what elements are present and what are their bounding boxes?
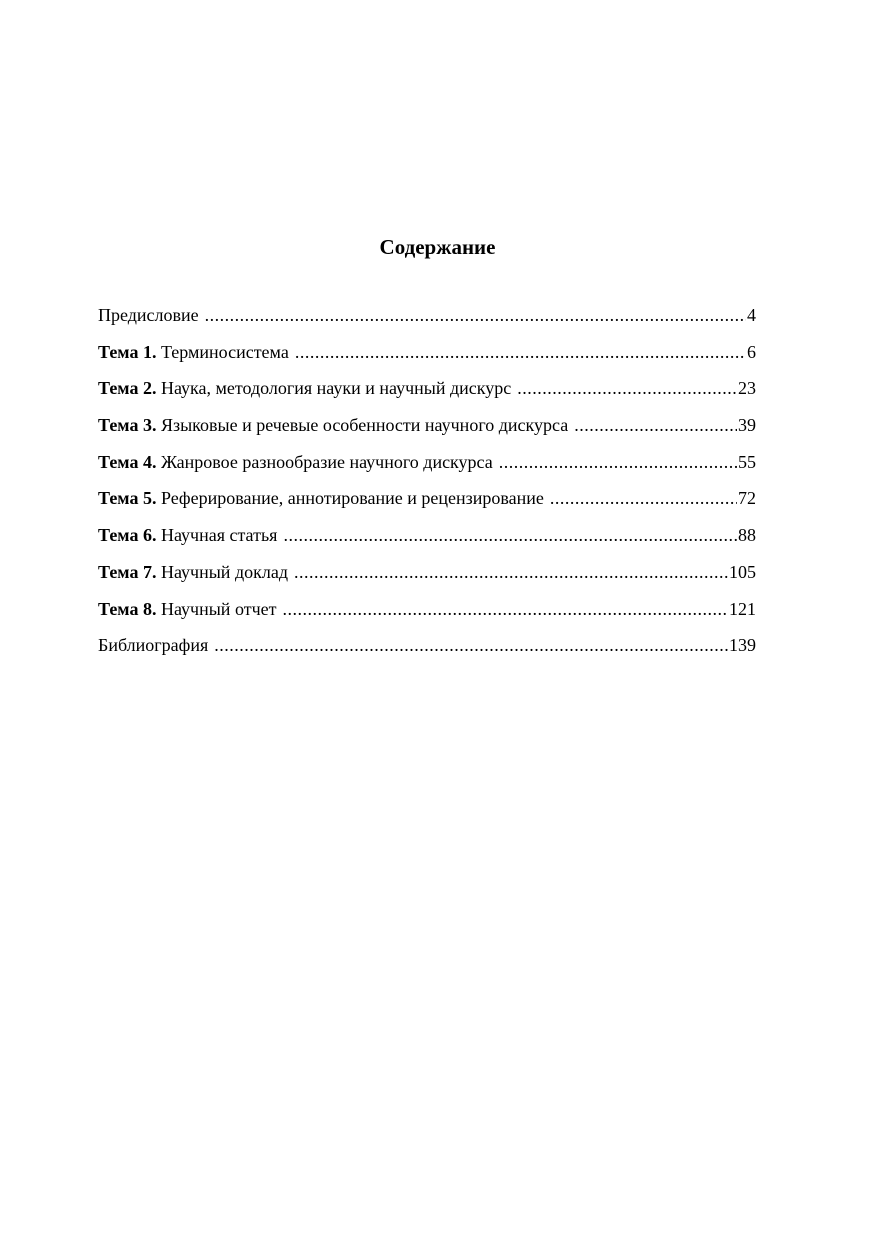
- page-number: 4: [747, 305, 756, 325]
- dot-leader: [282, 595, 728, 623]
- entry-label: Тема 3.: [98, 415, 157, 436]
- toc-entry-topic-2: [98, 374, 756, 411]
- page-number: 6: [747, 341, 756, 362]
- entry-label: Тема 4.: [98, 451, 157, 472]
- dot-leader: [517, 374, 737, 402]
- toc-entry-topic-5: [98, 484, 756, 521]
- toc-entry-bibliography: [98, 631, 756, 668]
- entry-text: Научный доклад: [160, 561, 288, 582]
- entry-text: Научная статья: [160, 525, 278, 546]
- entry-text: Реферирование, аннотирование и рецензирование: [160, 488, 544, 509]
- entry-text: Наука, методология науки и научный дискурс: [160, 378, 512, 399]
- dot-leader: [294, 558, 728, 586]
- entry-label: Тема 8.: [98, 598, 157, 619]
- dot-leader: [295, 338, 746, 366]
- dot-leader: [499, 448, 737, 476]
- toc-entry-topic-3: [98, 411, 756, 448]
- entry-label: Тема 1.: [98, 341, 157, 362]
- entry-label: Тема 6.: [98, 525, 157, 546]
- page-number: 39: [738, 415, 756, 436]
- toc-entry-topic-8: [98, 595, 756, 632]
- page-number: 139: [729, 635, 756, 656]
- toc-entry-topic-4: [98, 448, 756, 485]
- entry-text: Языковые и речевые особенности научного дискурса: [160, 415, 569, 436]
- entry-label: Тема 2.: [98, 378, 157, 399]
- toc-entry-topic-7: [98, 558, 756, 595]
- page-number: 55: [738, 451, 756, 472]
- entry-label: Тема 7.: [98, 561, 157, 582]
- entry-text: Научный отчет: [160, 598, 277, 619]
- toc-title: Содержание: [379, 235, 496, 259]
- entry-text: Предисловие: [98, 305, 199, 325]
- entry-text: Терминосистема: [160, 341, 289, 362]
- page-number: 105: [729, 561, 756, 582]
- toc-entry-topic-6: [98, 521, 756, 558]
- page-number: 121: [729, 598, 756, 619]
- dot-leader: [283, 521, 737, 549]
- toc-entry-preface: [98, 301, 756, 338]
- page-number: 23: [738, 378, 756, 399]
- entry-label: Тема 5.: [98, 488, 157, 509]
- page-number: 88: [738, 525, 756, 546]
- dot-leader: [205, 301, 746, 329]
- entry-text: Жанровое разнообразие научного дискурса: [160, 451, 493, 472]
- dot-leader: [550, 484, 737, 512]
- entry-text: Библиография: [98, 635, 209, 656]
- toc-entry-topic-1: [98, 338, 756, 375]
- page-number: 72: [738, 488, 756, 509]
- toc-list: [98, 301, 756, 668]
- dot-leader: [214, 631, 728, 659]
- dot-leader: [574, 411, 737, 439]
